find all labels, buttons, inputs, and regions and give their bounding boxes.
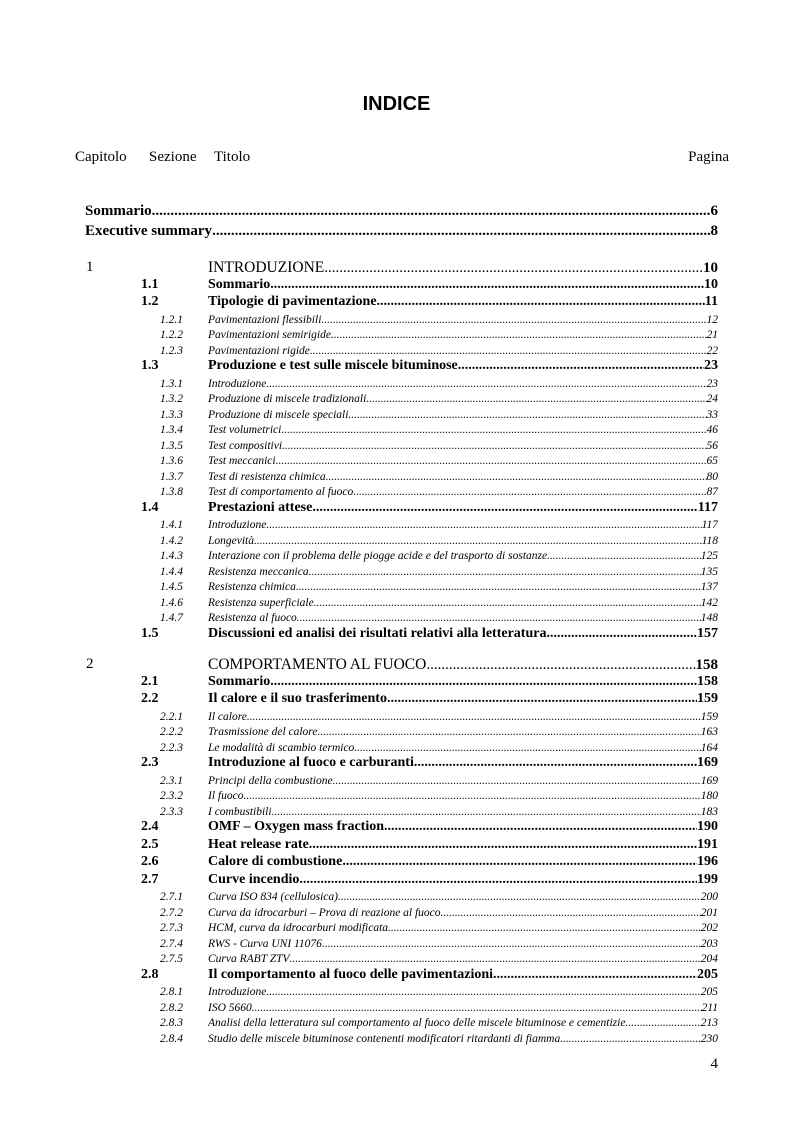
- toc-front-row: [0, 203, 793, 221]
- section-leader: [312, 500, 697, 516]
- front-entry-page: 8: [710, 223, 718, 239]
- subsection-title: ISO 5660: [208, 1001, 252, 1014]
- section-title: Curve incendio: [208, 871, 300, 887]
- toc-section-row: [0, 294, 793, 312]
- subsection-leader: [309, 566, 701, 578]
- subsection-leader: [297, 612, 701, 624]
- section-title: Heat release rate: [208, 836, 309, 852]
- section-number: 2.3: [141, 755, 159, 770]
- subsection-number: 1.4.3: [160, 550, 183, 562]
- subsection-title: Introduzione: [208, 519, 267, 531]
- subsection-title: Il calore: [208, 710, 247, 723]
- subsection-label: [208, 726, 718, 738]
- subsection-page: 180: [700, 790, 718, 802]
- section-leader: [309, 837, 697, 853]
- chapter-label: [208, 259, 718, 277]
- section-label: [208, 837, 718, 853]
- section-leader: [342, 854, 697, 870]
- subsection-label: [208, 986, 718, 998]
- section-label: [208, 277, 718, 293]
- subsection-title: Pavimentazioni flessibili: [208, 313, 322, 326]
- column-header-sezione: Sezione: [149, 149, 197, 165]
- section-title: Produzione e test sulle miscele bituminose: [208, 358, 458, 373]
- subsection-leader: [252, 1002, 702, 1014]
- subsection-label: [208, 612, 718, 624]
- subsection-page: 230: [700, 1032, 718, 1045]
- subsection-label: [208, 891, 718, 903]
- subsection-title: Resistenza meccanica: [208, 565, 309, 578]
- front-entry-title: Executive summary: [85, 223, 213, 239]
- subsection-leader: [628, 1017, 700, 1029]
- subsection-leader: [547, 550, 701, 562]
- subsection-page: 33: [706, 408, 718, 421]
- subsection-label: [208, 378, 718, 390]
- chapter-number: 1: [86, 259, 94, 275]
- subsection-leader: [266, 519, 701, 531]
- subsection-label: [208, 471, 718, 483]
- subsection-page: 163: [700, 726, 718, 738]
- section-label: [208, 626, 718, 642]
- subsection-title: HCM, curva da idrocarburi modificata: [208, 922, 389, 934]
- subsection-page: 211: [701, 1001, 718, 1014]
- subsection-number: 2.7.1: [160, 891, 183, 903]
- subsection-leader: [243, 790, 700, 802]
- subsection-page: 125: [700, 550, 718, 562]
- subsection-title: Le modalità di scambio termico: [208, 741, 355, 754]
- subsection-leader: [560, 1033, 701, 1045]
- subsection-number: 1.3.3: [160, 408, 183, 421]
- subsection-label: [208, 907, 718, 919]
- subsection-number: 2.3.1: [160, 774, 183, 787]
- subsection-number: 2.3.2: [160, 790, 183, 802]
- subsection-label: [208, 566, 718, 578]
- subsection-number: 1.3.2: [160, 393, 183, 405]
- subsection-title: Curva RABT ZTV: [208, 953, 290, 965]
- toc-subsection-row: [0, 1033, 793, 1051]
- subsection-page: 135: [700, 565, 718, 578]
- subsection-page: 148: [700, 612, 718, 624]
- section-title: Sommario: [208, 276, 271, 292]
- page-title: INDICE: [362, 93, 431, 115]
- front-entry-leader: [212, 223, 710, 240]
- subsection-title: Interazione con il problema delle piogge acide e del trasporto di sostanze: [208, 550, 548, 562]
- section-leader: [270, 277, 704, 293]
- toc-section-row: [0, 967, 793, 985]
- subsection-page: 164: [700, 741, 718, 754]
- page-number: 4: [710, 1056, 718, 1072]
- subsection-leader: [281, 424, 706, 436]
- chapter-label: [208, 656, 718, 674]
- subsection-page: 201: [700, 906, 718, 919]
- section-number: 2.1: [141, 673, 159, 689]
- subsection-number: 2.8.4: [160, 1032, 183, 1045]
- subsection-page: 21: [706, 329, 718, 341]
- section-number: 1.2: [141, 294, 159, 309]
- subsection-leader: [282, 440, 706, 452]
- section-leader: [384, 819, 697, 835]
- subsection-label: [208, 1002, 718, 1014]
- subsection-title: Principi della combustione: [208, 774, 333, 787]
- subsection-label: [208, 409, 718, 421]
- subsection-leader: [326, 471, 707, 483]
- subsection-leader: [290, 953, 701, 965]
- section-label: [208, 755, 718, 771]
- section-label: [208, 294, 718, 310]
- subsection-number: 1.3.5: [160, 439, 183, 452]
- subsection-label: [208, 922, 718, 934]
- subsection-number: 1.3.1: [160, 377, 183, 390]
- subsection-page: 65: [706, 455, 718, 467]
- section-page: 196: [697, 854, 718, 869]
- section-page: 190: [697, 819, 718, 834]
- subsection-number: 2.7.4: [160, 937, 183, 950]
- subsection-label: [208, 314, 718, 326]
- subsection-page: 80: [706, 470, 718, 483]
- section-page: 159: [697, 691, 718, 706]
- front-entry-label: [85, 203, 718, 220]
- subsection-label: [208, 742, 718, 754]
- subsection-label: [208, 953, 718, 965]
- subsection-page: 22: [706, 344, 718, 357]
- subsection-leader: [254, 535, 702, 547]
- subsection-label: [208, 519, 718, 531]
- subsection-leader: [441, 907, 701, 919]
- subsection-number: 1.4.1: [160, 519, 183, 531]
- toc-section-row: [0, 500, 793, 518]
- toc-section-row: [0, 755, 793, 773]
- section-page: 10: [704, 276, 718, 292]
- subsection-title: Il fuoco: [208, 790, 244, 802]
- subsection-number: 2.8.2: [160, 1001, 183, 1014]
- subsection-label: [208, 1033, 718, 1045]
- subsection-number: 1.4.6: [160, 596, 183, 609]
- subsection-number: 2.8.3: [160, 1017, 183, 1029]
- subsection-page: 204: [700, 953, 718, 965]
- section-leader: [414, 755, 697, 771]
- section-title: Il comportamento al fuoco delle pavimentazioni: [208, 966, 494, 982]
- subsection-title: Test di comportamento al fuoco: [208, 486, 354, 498]
- section-page: 191: [697, 836, 718, 852]
- subsection-page: 12: [706, 313, 718, 326]
- subsection-label: [208, 440, 718, 452]
- section-page: 169: [697, 755, 718, 770]
- section-label: [208, 674, 718, 690]
- section-leader: [458, 358, 704, 374]
- section-label: [208, 819, 718, 835]
- toc-section-row: [0, 691, 793, 709]
- subsection-leader: [388, 922, 701, 934]
- subsection-number: 1.2.3: [160, 344, 183, 357]
- section-title: Introduzione al fuoco e carburanti: [208, 755, 414, 770]
- section-number: 1.5: [141, 625, 159, 641]
- toc-chapter-row: [0, 259, 793, 277]
- section-number: 2.5: [141, 836, 159, 852]
- section-label: [208, 872, 718, 888]
- chapter-title: INTRODUZIONE: [208, 259, 325, 276]
- subsection-number: 2.2.3: [160, 741, 183, 754]
- toc-chapter-row: [0, 656, 793, 674]
- subsection-leader: [353, 486, 706, 498]
- subsection-title: Pavimentazioni rigide: [208, 344, 310, 357]
- subsection-label: [208, 806, 718, 818]
- section-title: Sommario: [208, 673, 271, 689]
- section-number: 1.4: [141, 499, 159, 515]
- subsection-title: Test volumetrici: [208, 424, 282, 436]
- subsection-number: 1.4.2: [160, 534, 183, 547]
- subsection-title: Longevità: [208, 534, 254, 547]
- subsection-title: Introduzione: [208, 986, 267, 998]
- section-title: Discussioni ed analisi dei risultati relativi alla letteratura: [208, 625, 547, 641]
- subsection-label: [208, 790, 718, 802]
- chapter-page: 10: [703, 260, 718, 276]
- chapter-leader: [324, 260, 703, 277]
- subsection-leader: [314, 597, 701, 609]
- subsection-leader: [348, 409, 706, 421]
- subsection-number: 2.7.5: [160, 953, 183, 965]
- subsection-number: 1.2.1: [160, 313, 183, 326]
- subsection-number: 2.8.1: [160, 986, 183, 998]
- subsection-leader: [296, 581, 701, 593]
- subsection-leader: [272, 806, 701, 818]
- subsection-label: [208, 597, 718, 609]
- toc-section-row: [0, 837, 793, 855]
- subsection-leader: [338, 891, 701, 903]
- subsection-number: 1.3.8: [160, 486, 183, 498]
- subsection-page: 87: [706, 486, 718, 498]
- subsection-number: 1.3.4: [160, 424, 183, 436]
- column-header-titolo: Titolo: [214, 149, 251, 165]
- subsection-title: Trasmissione del calore: [208, 726, 318, 738]
- subsection-leader: [331, 329, 707, 341]
- toc-section-row: [0, 674, 793, 692]
- subsection-leader: [276, 455, 707, 467]
- subsection-title: Resistenza superficiale: [208, 596, 314, 609]
- subsection-page: 118: [701, 534, 718, 547]
- subsection-label: [208, 486, 718, 498]
- section-label: [208, 500, 718, 516]
- subsection-title: Introduzione: [208, 377, 267, 390]
- subsection-label: [208, 775, 718, 787]
- subsection-page: 200: [700, 891, 718, 903]
- section-leader: [270, 674, 697, 690]
- section-page: 199: [697, 871, 718, 887]
- section-number: 2.4: [141, 819, 159, 834]
- subsection-leader: [317, 726, 700, 738]
- subsection-title: Test meccanici: [208, 455, 276, 467]
- subsection-number: 1.4.5: [160, 581, 183, 593]
- subsection-page: 203: [700, 937, 718, 950]
- subsection-title: Pavimentazioni semirigide: [208, 329, 331, 341]
- section-page: 11: [704, 294, 718, 309]
- section-page: 157: [697, 625, 718, 641]
- section-leader: [493, 967, 697, 983]
- subsection-label: [208, 938, 718, 950]
- subsection-page: 159: [700, 710, 718, 723]
- subsection-title: Produzione di miscele speciali: [208, 408, 349, 421]
- subsection-number: 1.4.7: [160, 612, 183, 624]
- subsection-label: [208, 345, 718, 357]
- chapter-title: COMPORTAMENTO AL FUOCO: [208, 656, 427, 673]
- toc-front-row: [0, 223, 793, 241]
- subsection-title: Resistenza al fuoco: [208, 612, 297, 624]
- section-label: [208, 358, 718, 374]
- front-entry-title: Sommario: [85, 203, 152, 219]
- section-title: Il calore e il suo trasferimento: [208, 691, 387, 706]
- section-page: 117: [697, 499, 718, 515]
- section-title: Tipologie di pavimentazione: [208, 294, 377, 309]
- subsection-title: Analisi della letteratura sul comportamento al fuoco delle miscele bituminose e cementizie.: [208, 1017, 629, 1029]
- subsection-leader: [333, 775, 701, 787]
- subsection-page: 205: [700, 986, 718, 998]
- subsection-page: 213: [700, 1017, 718, 1029]
- subsection-page: 202: [700, 922, 718, 934]
- column-header-capitolo: Capitolo: [75, 149, 127, 165]
- subsection-page: 169: [700, 774, 718, 787]
- subsection-page: 24: [706, 393, 718, 405]
- subsection-label: [208, 329, 718, 341]
- subsection-label: [208, 1017, 718, 1029]
- chapter-number: 2: [86, 656, 94, 672]
- subsection-title: I combustibili: [208, 805, 272, 818]
- subsection-title: Curva ISO 834 (cellulosica): [208, 891, 338, 903]
- toc-section-row: [0, 277, 793, 295]
- column-header-pagina: Pagina: [688, 149, 729, 165]
- chapter-leader: [426, 657, 695, 674]
- section-leader: [387, 691, 697, 707]
- subsection-number: 1.3.7: [160, 470, 183, 483]
- subsection-leader: [354, 742, 700, 754]
- subsection-title: Curva da idrocarburi – Prova di reazione al fuoco: [208, 906, 441, 919]
- subsection-number: 2.2.1: [160, 710, 183, 723]
- subsection-label: [208, 455, 718, 467]
- subsection-title: Produzione di miscele tradizionali: [208, 393, 367, 405]
- subsection-number: 1.3.6: [160, 455, 183, 467]
- toc-section-row: [0, 872, 793, 890]
- subsection-number: 2.7.2: [160, 906, 183, 919]
- subsection-page: 183: [700, 805, 718, 818]
- section-number: 2.2: [141, 691, 159, 706]
- section-page: 158: [697, 673, 718, 689]
- subsection-number: 2.7.3: [160, 922, 183, 934]
- section-title: Prestazioni attese: [208, 499, 313, 515]
- front-entry-label: [85, 223, 718, 240]
- subsection-leader: [266, 986, 700, 998]
- subsection-label: [208, 711, 718, 723]
- subsection-title: Studio delle miscele bituminose contenenti modificatori ritardanti di fiamma: [208, 1032, 561, 1045]
- subsection-page: 137: [700, 581, 718, 593]
- subsection-label: [208, 581, 718, 593]
- subsection-title: Test compositivi: [208, 439, 283, 452]
- section-number: 2.6: [141, 854, 159, 869]
- subsection-label: [208, 550, 718, 562]
- front-entry-page: 6: [710, 203, 718, 219]
- toc-section-row: [0, 358, 793, 376]
- subsection-number: 1.4.4: [160, 565, 183, 578]
- section-title: OMF – Oxygen mass fraction: [208, 819, 385, 834]
- section-number: 1.3: [141, 358, 159, 373]
- section-label: [208, 854, 718, 870]
- section-label: [208, 967, 718, 983]
- front-entry-leader: [152, 203, 711, 220]
- subsection-page: 23: [706, 377, 718, 390]
- section-page: 205: [697, 966, 718, 982]
- section-number: 1.1: [141, 276, 159, 292]
- section-leader: [299, 872, 697, 888]
- subsection-leader: [247, 711, 701, 723]
- section-leader: [377, 294, 705, 310]
- subsection-label: [208, 393, 718, 405]
- subsection-page: 142: [700, 596, 718, 609]
- section-number: 2.7: [141, 871, 159, 887]
- toc-section-row: [0, 819, 793, 837]
- subsection-number: 2.2.2: [160, 726, 183, 738]
- subsection-title: RWS - Curva UNI 11076: [208, 937, 322, 950]
- subsection-title: Test di resistenza chimica: [208, 470, 326, 483]
- subsection-leader: [322, 938, 701, 950]
- subsection-number: 2.3.3: [160, 805, 183, 818]
- toc-section-row: [0, 626, 793, 644]
- subsection-label: [208, 535, 718, 547]
- subsection-title: Resistenza chimica: [208, 581, 296, 593]
- subsection-number: 1.2.2: [160, 329, 183, 341]
- subsection-page: 56: [706, 439, 718, 452]
- subsection-page: 46: [706, 424, 718, 436]
- subsection-leader: [310, 345, 707, 357]
- section-label: [208, 691, 718, 707]
- section-leader: [546, 626, 697, 642]
- subsection-leader: [321, 314, 706, 326]
- subsection-leader: [366, 393, 706, 405]
- subsection-label: [208, 424, 718, 436]
- subsection-page: 117: [701, 519, 718, 531]
- chapter-page: 158: [695, 657, 718, 673]
- section-title: Calore di combustione: [208, 854, 343, 869]
- section-number: 2.8: [141, 966, 159, 982]
- subsection-leader: [266, 378, 706, 390]
- toc-section-row: [0, 854, 793, 872]
- section-page: 23: [704, 358, 718, 373]
